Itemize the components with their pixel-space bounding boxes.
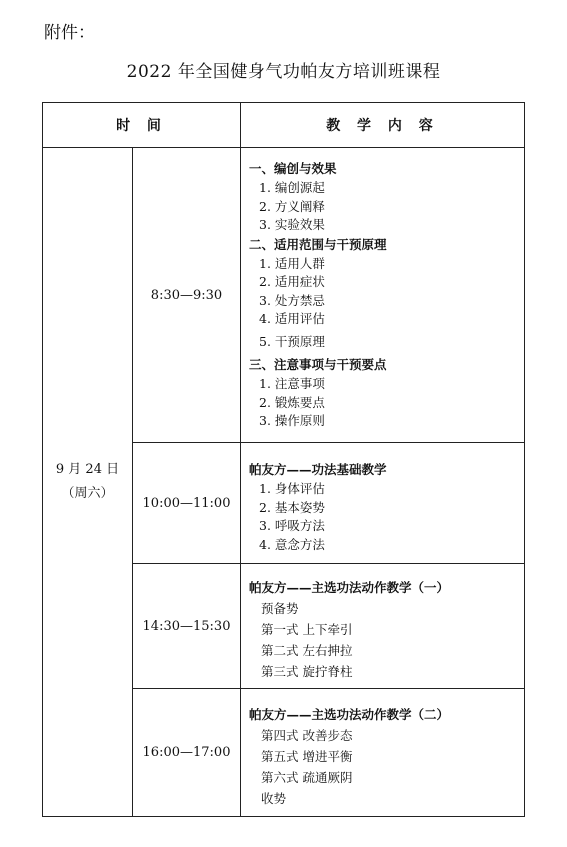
list-item: 第一式 上下牵引 [261,622,353,637]
list-item: 2. 适用症状 [259,274,325,290]
session-content [241,148,525,443]
list-item: 4. 意念方法 [259,536,325,552]
session-time: 10:00—11:00 [133,443,241,564]
session-time: 8:30—9:30 [133,148,241,443]
list-item: 1. 身体评估 [259,481,325,496]
list-item: 收势 [261,790,287,806]
list-item: 2. 锻炼要点 [259,394,325,410]
course-schedule-table [42,102,525,817]
header-time: 时 间 [43,103,241,148]
list-item: 3. 处方禁忌 [259,292,325,308]
section-title: 帕友方——主选功法动作教学（一） [249,580,450,595]
list-item: 第三式 旋拧脊柱 [261,664,353,679]
list-item: 5. 干预原理 [259,333,325,349]
session-time: 16:00—17:00 [133,689,241,817]
list-item: 3. 呼吸方法 [259,518,325,533]
table-row [43,148,525,443]
header-content: 教 学 内 容 [241,103,525,148]
list-item: 2. 方义阐释 [259,198,325,214]
attachment-label: 附件： [44,23,95,43]
list-item: 3. 操作原则 [259,413,325,429]
date-text: 9 月 24 日 [55,462,120,477]
session-content [241,443,525,564]
list-item: 2. 基本姿势 [259,499,325,515]
table-header-row [43,103,525,148]
list-item: 第五式 增进平衡 [261,748,353,764]
list-item: 预备势 [261,601,299,616]
section-title: 二、适用范围与干预原理 [249,236,387,252]
list-item: 1. 适用人群 [259,255,325,271]
session-time: 14:30—15:30 [133,564,241,689]
session-content [241,689,525,817]
section-title: 一、编创与效果 [249,161,337,177]
list-item: 1. 编创源起 [259,180,325,196]
date-cell [43,148,133,817]
list-item: 第二式 左右抻拉 [261,643,353,658]
section-title: 三、注意事项与干预要点 [249,357,387,373]
list-item: 第四式 改善步态 [261,727,353,743]
weekday-text: （周六） [61,486,114,501]
list-item: 4. 适用评估 [259,311,325,327]
list-item: 3. 实验效果 [259,217,325,233]
section-title: 帕友方——功法基础教学 [249,462,387,477]
section-title: 帕友方——主选功法动作教学（二） [249,706,450,722]
list-item: 第六式 疏通厥阴 [261,769,353,785]
session-content [241,564,525,689]
document-title: 2022 年全国健身气功帕友方培训班课程 [126,62,441,82]
list-item: 1. 注意事项 [259,376,325,392]
